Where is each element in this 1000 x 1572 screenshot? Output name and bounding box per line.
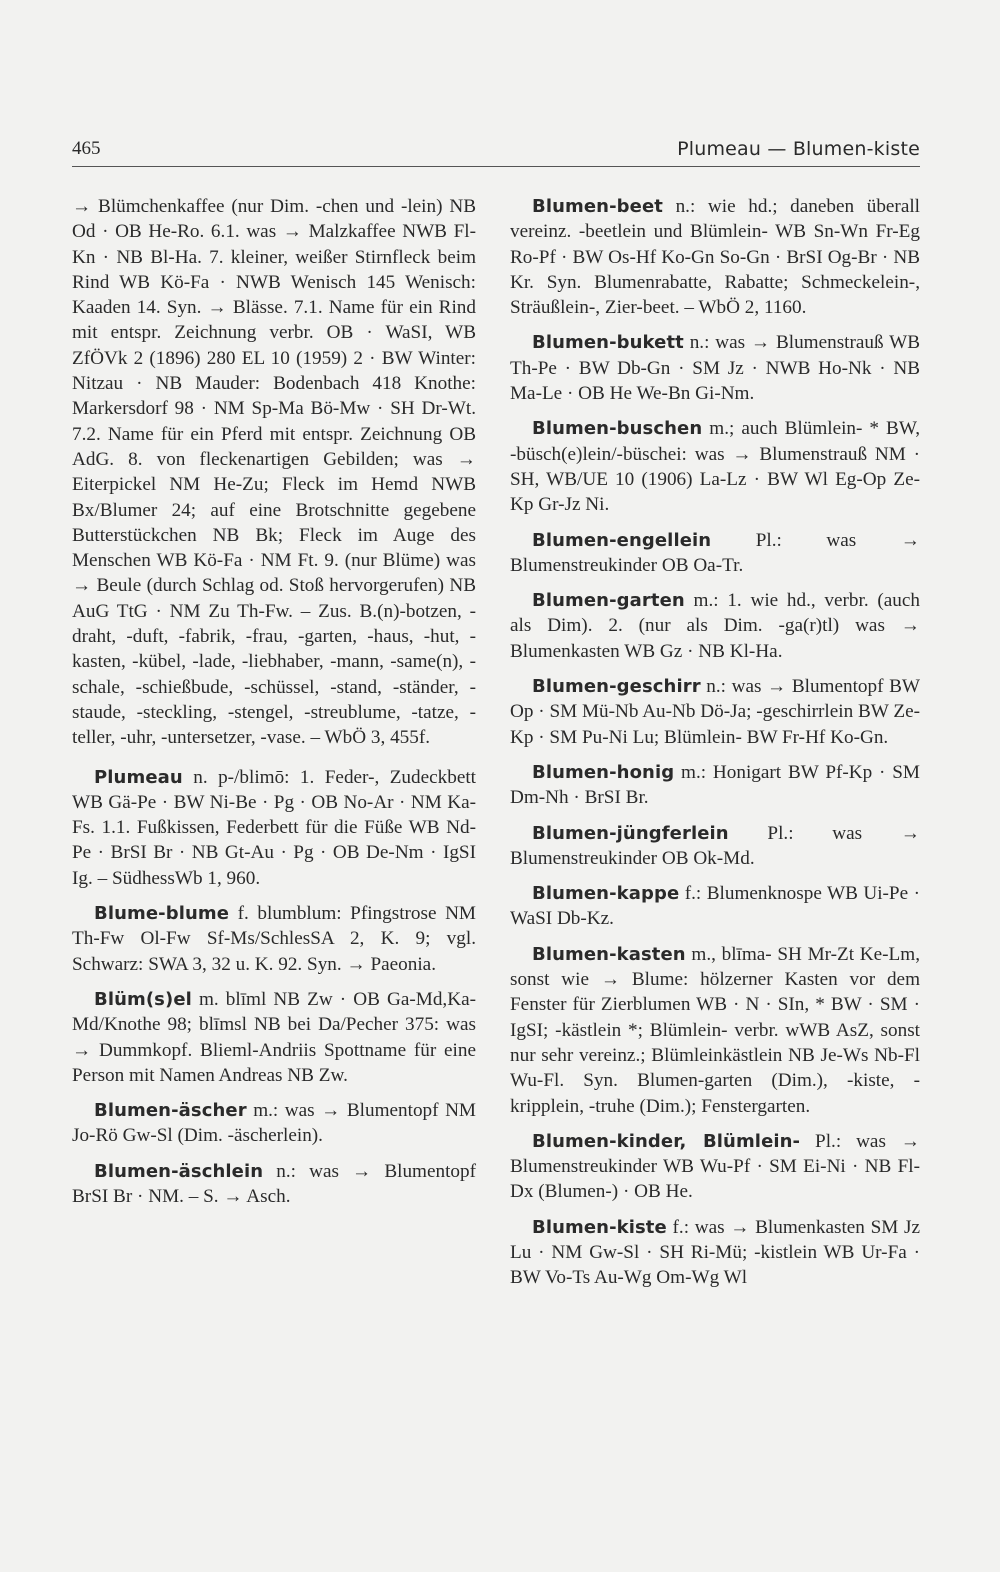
entry-text: n. p-/blimō: 1. Feder-, Zudeckbett WB Gä-Pe · BW Ni-Be · Pg · OB No-Ar · NM Ka-Fs. 1.1. Fußkissen, Federbett für die Füße WB Nd-Pe · BrSI Br · NB Gt-Au · Pg · OB De-Nm · IgSI Ig. – SüdhessWb 1, 960. [72, 766, 476, 889]
entry-text: m.: 1. wie hd., verbr. (auch als Dim). 2. (nur als Dim. -ga(r)tl) was → Blumenkasten WB Gz · NB Kl-Ha. [510, 590, 920, 662]
entry-blumen-buschen [510, 416, 920, 517]
entry-blumen-aescher [72, 1098, 476, 1149]
running-head: Plumeau — Blumen-kiste [677, 138, 920, 160]
entry-lemma: Blumen-kasten [532, 943, 686, 965]
entry-text: m.: Honigart BW Pf-Kp · SM Dm-Nh · BrSI Br. [510, 761, 920, 809]
entry-lemma: Blüm(s)el [94, 988, 192, 1010]
entry-text: Pl.: was → Blumenstreukinder WB Wu-Pf · SM Ei-Ni · NB Fl-Dx (Blumen-) · OB He. [510, 1130, 920, 1203]
entry-blumen-aeschlein [72, 1159, 476, 1210]
entry-lemma: Blumen-honig [532, 761, 675, 783]
entry-blumen-juengferlein [510, 821, 920, 872]
page-number: 465 [72, 138, 101, 159]
entry-blumen-beet [510, 194, 920, 320]
entry-text: n.: wie hd.; daneben überall vereinz. -beetlein und Blümlein- WB Sn-Wn Fr-Eg Ro-Pf · BW Os-Hf Ko-Gn So-Gn · BrSI Og-Br · NB Kr. Syn. Blumenrabatte, Rabatte; Schmeckelein-, Sträußlein-, Zier-beet. – WbÖ 2, 1160. [510, 196, 920, 319]
entry-blumen-kasten [510, 942, 920, 1119]
entry-lemma: Blumen-äscher [94, 1100, 247, 1122]
entry-blumen-garten [510, 588, 920, 664]
entry-lemma: Blumen-kinder, Blümlein- [532, 1130, 801, 1152]
entry-blume-blume [72, 901, 476, 977]
entry-plumeau [72, 765, 476, 891]
entry-blumen-honig [510, 760, 920, 811]
entry-text: m. blīml NB Zw · OB Ga-Md,Ka-Md/Knothe 98; blīmsl NB bei Da/Pecher 375: was → Dummkopf. Blieml-Andriis Spottname für eine Person mit Namen Andreas NB Zw. [72, 988, 476, 1086]
entry-text: Pl.: was → Blumenstreukinder OB Ok-Md. [510, 822, 920, 869]
entry-text: f. blumblum: Pfingstrose NM Th-Fw Ol-Fw Sf-Ms/SchlesSA 2, K. 9; vgl. Schwarz: SWA 3, 32 u. K. 92. Syn. → Paeonia. [72, 903, 476, 975]
right-column [510, 194, 920, 1301]
entry-text: m.: was → Blumentopf NM Jo-Rö Gw-Sl (Dim. -äscherlein). [72, 1100, 476, 1147]
entry-blumen-geschirr [510, 674, 920, 750]
entry-lemma: Blumen-engellein [532, 529, 712, 551]
entry-continuation [72, 194, 476, 751]
entry-lemma: Blumen-jüngferlein [532, 822, 729, 844]
entry-blumen-kinder [510, 1129, 920, 1205]
entry-blumen-bukett [510, 330, 920, 406]
entry-text: Pl.: was → Blumenstreukinder OB Oa-Tr. [510, 529, 920, 576]
entry-lemma: Plumeau [94, 766, 183, 788]
entry-blumen-kappe [510, 881, 920, 932]
entry-lemma: Blumen-garten [532, 590, 685, 612]
entry-lemma: Blumen-kiste [532, 1216, 667, 1238]
entry-lemma: Blume-blume [94, 903, 230, 925]
entry-lemma: Blumen-beet [532, 196, 663, 217]
entry-lemma: Blumen-geschirr [532, 676, 701, 698]
entry-lemma: Blumen-äschlein [94, 1160, 264, 1182]
entry-text: → Blümchenkaffee (nur Dim. -chen und -lein) NB Od · OB He-Ro. 6.1. was → Malzkaffee NWB Fl-Kn · NB Bl-Ha. 7. kleiner, weißer Stirnfleck beim Rind WB Kö-Fa · NWB Wenisch 145 Wenisch: Kaaden 14. Syn. → Blässe. 7.1. Name für ein Rind mit entspr. Zeichnung verbr. OB · WaSI, WB ZfÖVk 2 (1896) 280 EL 10 (1959) 2 · BW Winter: Nitzau · NB Mauder: Bodenbach 418 Knothe: Markersdorf 98 · NM Sp-Ma Bö-Mw · SH Dr-Wt. 7.2. Name für ein Pferd mit entspr. Zeichnung OB AdG. 8. von fleckenartigen Gebilden; was → Eiterpickel NM He-Zu; Fleck im Hemd NWB Bx/Blumer 24; auf eine Brotschnitte gegebene Butterstückchen NB Bk; Fleck im Auge des Menschen WB Kö-Fa · NM Ft. 9. (nur Blüme) was → Beule (durch Schlag od. Stoß hervorgerufen) NB AuG TtG · NM Zu Th-Fw. – Zus. B.(n)-botzen, -draht, -duft, -fabrik, -frau, -garten, -haus, -hut, -kasten, -kübel, -lade, -liebhaber, -mann, -same(n), -schale, -schießbude, -schüssel, -stand, -ständer, -staude, -steckling, -stengel, -streublume, -tatze, -teller, -uhr, -untersetzer, -vase. – WbÖ 3, 455f. [72, 196, 476, 749]
entry-text: n.: was → Blumentopf BrSI Br · NM. – S. → Asch. [72, 1160, 476, 1207]
entry-blumen-kiste [510, 1215, 920, 1291]
entry-text: n.: was → Blumentopf BW Op · SM Mü-Nb Au-Nb Dö-Ja; -geschirrlein BW Ze-Kp · SM Pu-Ni Lu; Blümlein- BW Fr-Hf Ko-Gn. [510, 676, 920, 748]
entry-text: m., blīma- SH Mr-Zt Ke-Lm, sonst wie → Blume: hölzerner Kasten vor dem Fenster für Zierblumen WB · N · SIn, * BW · SM · IgSI; -kästlein *; Blümlein- verbr. wWB AsZ, sonst nur sehr vereinz.; Blümleinkästlein NB Je-Ws Nb-Fl Wu-Fl. Syn. Blumen-garten (Dim.), -kiste, -kripplein, -truhe (Dim.); Fenstergarten. [510, 943, 920, 1117]
entry-lemma: Blumen-kappe [532, 883, 680, 905]
entry-text: m.; auch Blümlein- * BW, -büsch(e)lein/-büschei: was → Blumenstrauß NM · SH, WB/UE 10 (1906) La-Lz · BW Wl Eg-Op Ze-Kp Gr-Jz Ni. [510, 418, 920, 516]
entry-text: f.: Blumenknospe WB Ui-Pe · WaSI Db-Kz. [510, 883, 920, 930]
left-column [72, 194, 476, 1219]
entry-bluemsel [72, 987, 476, 1088]
entry-lemma: Blumen-bukett [532, 332, 684, 354]
entry-lemma: Blumen-buschen [532, 418, 703, 440]
entry-blumen-engellein [510, 528, 920, 579]
entry-text: f.: was → Blumenkasten SM Jz Lu · NM Gw-Sl · SH Ri-Mü; -kistlein WB Ur-Fa · BW Vo-Ts Au-Wg Om-Wg Wl [510, 1216, 920, 1289]
entry-text: n.: was → Blumenstrauß WB Th-Pe · BW Db-Gn · SM Jz · NWB Ho-Nk · NB Ma-Le · OB He We-Bn Gi-Nm. [510, 332, 920, 405]
page-header [72, 136, 920, 167]
